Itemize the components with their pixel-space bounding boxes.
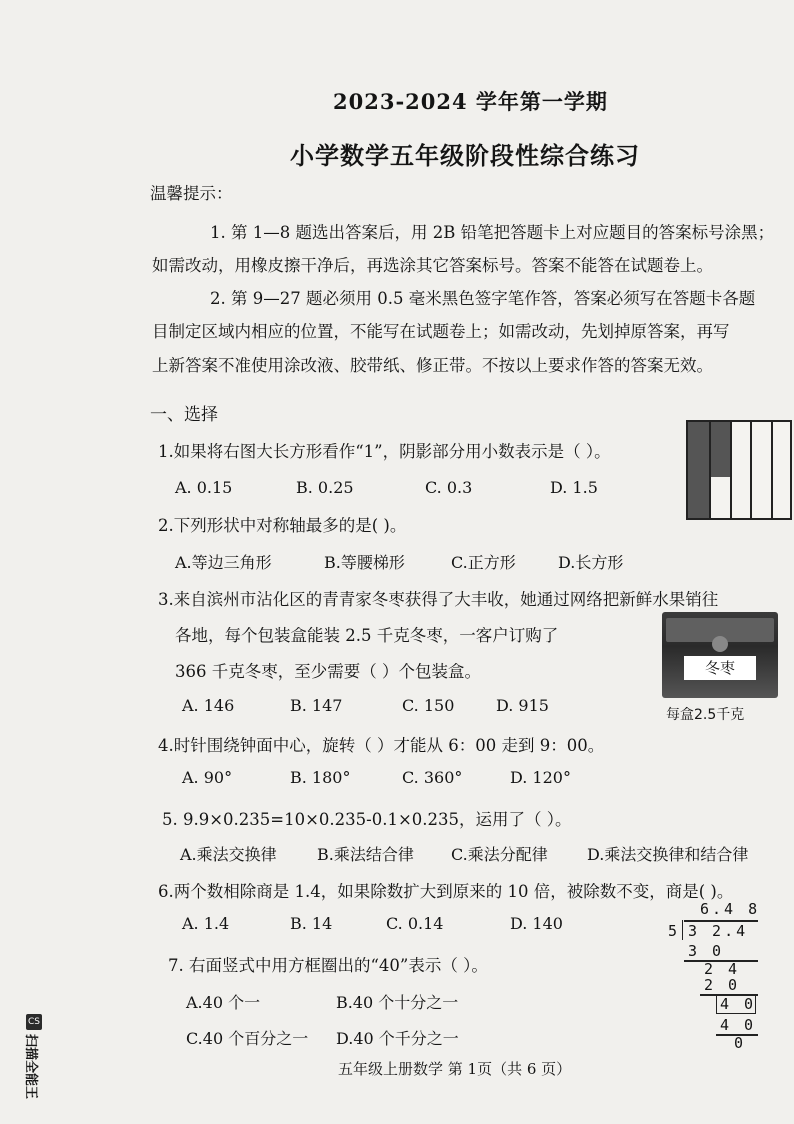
division-divisor: 5 <box>668 922 681 940</box>
q5-option-b: B.乘法结合律 <box>317 845 414 864</box>
q3-option-c: C. 150 <box>402 696 455 715</box>
q2-option-b: B.等腰梯形 <box>324 553 405 572</box>
division-dividend: 3 2.4 <box>688 922 749 940</box>
page-title: 小学数学五年级阶段性综合练习 <box>290 141 640 170</box>
question-3-stem-line2: 各地，每个包装盒能装 2.5 千克冬枣，一客户订购了 <box>175 626 559 645</box>
division-bracket <box>682 920 683 940</box>
question-3-stem-line1: 3.来自滨州市沾化区的青青家冬枣获得了大丰收，她通过网络把新鲜水果销往 <box>158 590 719 609</box>
q4-option-c: C. 360° <box>402 768 463 787</box>
tips-p2-line2: 目制定区域内相应的位置，不能写在试题卷上；如需改动，先划掉原答案，再写 <box>152 322 730 341</box>
jujube-box-image <box>662 612 778 698</box>
long-division-figure <box>660 898 770 1058</box>
tips-p1-line2: 如需改动，用橡皮擦干净后，再选涂其它答案标号。答案不能答在试题卷上。 <box>152 256 713 275</box>
tips-p2-line3: 上新答案不准使用涂改液、胶带纸、修正带。不按以上要求作答的答案无效。 <box>152 356 713 375</box>
q1-option-d: D. 1.5 <box>550 478 598 497</box>
tips-heading: 温馨提示： <box>150 184 233 203</box>
q4-option-b: B. 180° <box>290 768 351 787</box>
q2-option-a: A.等边三角形 <box>175 553 272 572</box>
division-remainder: 0 <box>734 1034 747 1052</box>
scanner-logo: CS <box>26 1014 42 1030</box>
q3-option-b: B. 147 <box>290 696 343 715</box>
divider-line <box>709 422 711 518</box>
q7-option-a: A.40 个一 <box>186 993 261 1012</box>
q3-option-a: A. 146 <box>182 696 235 715</box>
q6-option-a: A. 1.4 <box>182 914 230 933</box>
q2-option-c: C.正方形 <box>451 553 516 572</box>
q6-option-b: B. 14 <box>290 914 333 933</box>
box-caption: 每盒2.5千克 <box>666 707 745 723</box>
question-6-stem: 6.两个数相除商是 1.4，如果除数扩大到原来的 10 倍，被除数不变，商是( )。 <box>158 882 734 901</box>
bleed-through-text <box>128 62 132 78</box>
divider-line <box>771 422 773 518</box>
division-step1: 3 0 <box>688 942 725 960</box>
page-footer: 五年级上册数学 第 1页（共 6 页） <box>338 1060 572 1078</box>
q6-option-c: C. 0.14 <box>386 914 444 933</box>
question-1-stem: 1.如果将右图大长方形看作“1”，阴影部分用小数表示是（ ）。 <box>158 442 611 461</box>
section-heading: 一、选择 <box>150 405 218 425</box>
q1-option-a: A. 0.15 <box>175 478 233 497</box>
division-step2: 2 4 <box>704 960 741 978</box>
question-3-stem-line3: 366 千克冬枣，至少需要（ ）个包装盒。 <box>175 662 481 681</box>
q1-option-c: C. 0.3 <box>425 478 473 497</box>
header-year: 2023-2024 学年第一学期 <box>333 89 608 114</box>
question-4-stem: 4.时针围绕钟面中心，旋转（ ）才能从 6：00 走到 9：00。 <box>158 736 605 755</box>
division-step5: 4 0 <box>720 1016 757 1034</box>
question-5-stem: 5. 9.9×0.235=10×0.235-0.1×0.235，运用了（ ）。 <box>162 810 572 829</box>
rectangle-figure <box>686 420 792 520</box>
scanner-watermark: 扫描全能王 <box>23 1034 38 1100</box>
divider-line <box>730 422 732 518</box>
divider-line <box>750 422 752 518</box>
shaded-column <box>688 422 709 518</box>
q5-option-a: A.乘法交换律 <box>180 845 277 864</box>
division-quotient: 6.4 8 <box>700 900 761 918</box>
q1-option-b: B. 0.25 <box>296 478 354 497</box>
q7-option-b: B.40 个十分之一 <box>336 993 459 1012</box>
division-step4-boxed: 4 0 <box>720 995 757 1013</box>
q4-option-a: A. 90° <box>182 768 233 787</box>
question-7-stem: 7. 右面竖式中用方框圈出的“40”表示（ ）。 <box>168 956 488 975</box>
division-step3: 2 0 <box>704 976 741 994</box>
tips-p2-line1: 2. 第 9—27 题必须用 0.5 毫米黑色签字笔作答，答案必须写在答题卡各题 <box>210 289 756 308</box>
q4-option-d: D. 120° <box>510 768 571 787</box>
q7-option-d: D.40 个千分之一 <box>336 1029 459 1048</box>
q5-option-d: D.乘法交换律和结合律 <box>587 845 749 864</box>
q3-option-d: D. 915 <box>496 696 549 715</box>
q2-option-d: D.长方形 <box>558 553 624 572</box>
box-knot <box>712 636 728 652</box>
question-2-stem: 2.下列形状中对称轴最多的是( )。 <box>158 516 407 535</box>
box-label: 冬枣 <box>684 656 756 680</box>
q5-option-c: C.乘法分配律 <box>451 845 548 864</box>
q7-option-c: C.40 个百分之一 <box>186 1029 309 1048</box>
tips-p1-line1: 1. 第 1—8 题选出答案后，用 2B 铅笔把答题卡上对应题目的答案标号涂黑； <box>210 223 775 242</box>
q6-option-d: D. 140 <box>510 914 563 933</box>
shaded-partial-column <box>709 422 730 477</box>
